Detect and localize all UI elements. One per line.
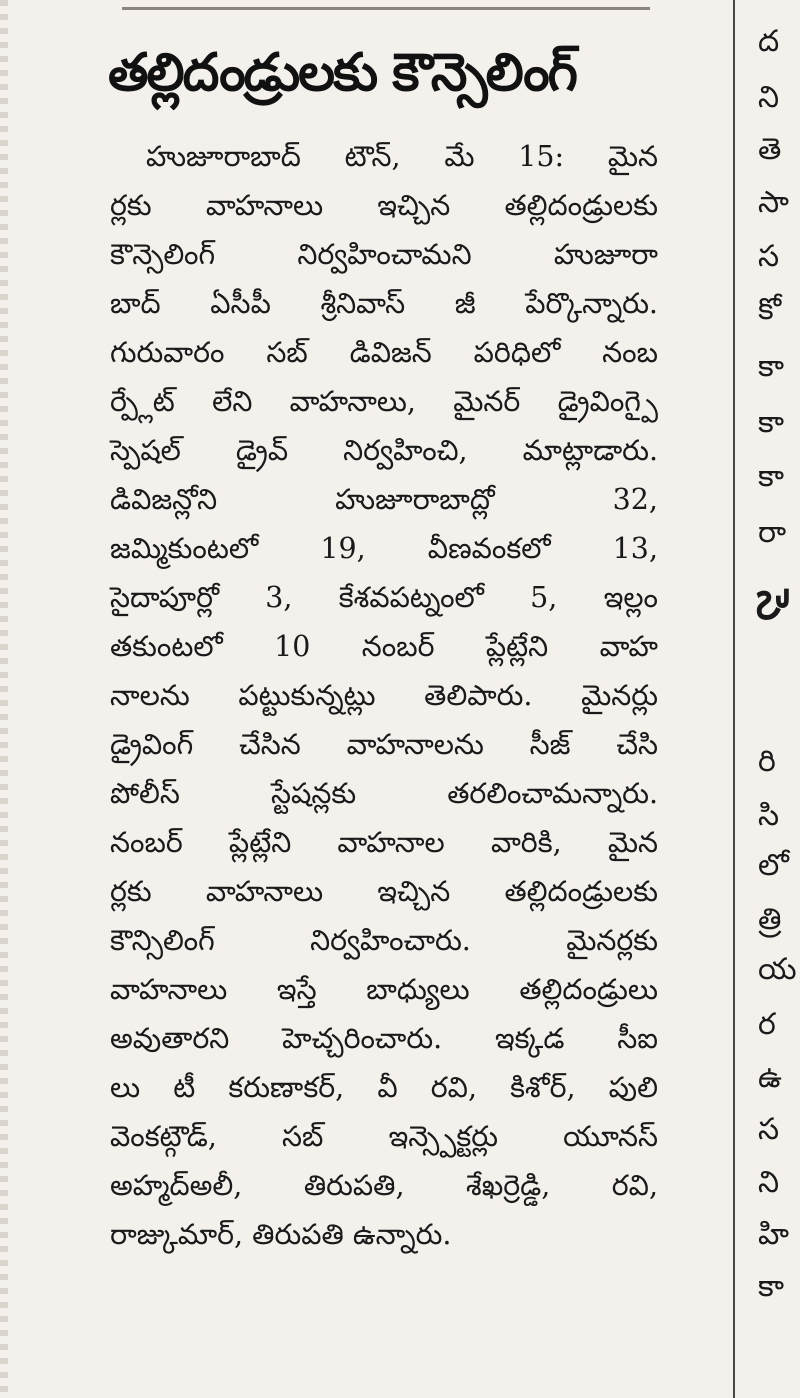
adjacent-fragment: కా <box>758 405 785 440</box>
adjacent-fragment: కా <box>758 1269 785 1304</box>
article-line: తకుంటలో 10 నంబర్ ప్లేట్లేని వాహ <box>110 630 658 663</box>
adjacent-fragment: హి <box>758 1217 789 1252</box>
headline: తల్లిదండ్రులకు కౌన్సెలింగ్ <box>108 43 576 103</box>
article-line: గురువారం సబ్ డివిజన్ పరిధిలో నంబ <box>110 336 658 369</box>
adjacent-fragment: రా <box>758 515 787 550</box>
article-line: కౌన్సిలింగ్ నిర్వహించారు. మైనర్లకు <box>110 924 658 957</box>
article-line: కౌన్సెలింగ్ నిర్వహించామని హుజూరా <box>110 238 658 271</box>
adjacent-heading-fragment: సె <box>747 590 798 621</box>
column-divider <box>733 0 735 1398</box>
adjacent-fragment: ని <box>758 1165 780 1200</box>
article-line: లు టీ కరుణాకర్, వీ రవి, కిశోర్, పులి <box>110 1071 658 1104</box>
article-line: అహ్మద్అలీ, తిరుపతి, శేఖర్రెడ్డి, రవి, <box>110 1169 658 1202</box>
article-line: సైదాపూర్లో 3, కేశవపట్నంలో 5, ఇల్లం <box>110 581 658 614</box>
article-line: డివిజన్లోని హుజూరాబాద్లో 32, <box>110 483 658 516</box>
article-line: ర్లకు వాహనాలు ఇచ్చిన తల్లిదండ్రులకు <box>110 189 658 222</box>
top-rule <box>122 7 650 10</box>
article-line: హుజూరాబాద్ టౌన్, మే 15: మైన <box>146 140 658 173</box>
page-left-edge <box>0 0 8 1398</box>
article-line: నంబర్ ప్లేట్లేని వాహనాల వారికి, మైన <box>110 826 658 859</box>
adjacent-fragment: ఉ <box>758 1060 782 1095</box>
adjacent-fragment: కా <box>758 459 785 494</box>
adjacent-fragment: య <box>758 952 797 987</box>
article-line: రాజ్కుమార్, తిరుపతి ఉన్నారు. <box>110 1218 452 1251</box>
adjacent-fragment: త్రి <box>758 902 782 937</box>
adjacent-fragment: రి <box>758 744 776 779</box>
adjacent-fragment: ద <box>758 24 780 59</box>
article-line: స్పెషల్ డ్రైవ్ నిర్వహించి, మాట్లాడారు. <box>110 434 658 467</box>
adjacent-fragment: సి <box>758 798 780 833</box>
article-line: జమ్మికుంటలో 19, వీణవంకలో 13, <box>110 532 658 565</box>
adjacent-fragment: కో <box>758 292 782 327</box>
article-line: పోలీస్ స్టేషన్లకు తరలించామన్నారు. <box>110 777 658 810</box>
adjacent-fragment: సా <box>758 185 789 220</box>
article-line: అవుతారని హెచ్చరించారు. ఇక్కడ సీఐ <box>110 1022 658 1055</box>
article-line: డ్రైవింగ్ చేసిన వాహనాలను సీజ్ చేసి <box>110 728 658 761</box>
article-body <box>110 132 658 1259</box>
article-line: ర్లకు వాహనాలు ఇచ్చిన తల్లిదండ్రులకు <box>110 875 658 908</box>
article-line: వాహనాలు ఇస్తే బాధ్యులు తల్లిదండ్రులు <box>110 973 658 1006</box>
adjacent-fragment: స <box>758 239 780 274</box>
article-line: ర్ప్లేట్ లేని వాహనాలు, మైనర్ డ్రైవింగ్పై <box>110 385 658 418</box>
adjacent-fragment: కా <box>758 349 785 384</box>
article-line: బాద్ ఏసీపీ శ్రీనివాస్ జీ పేర్కొన్నారు. <box>110 287 658 320</box>
adjacent-fragment: ర <box>758 1007 776 1042</box>
adjacent-fragment: తె <box>758 132 782 167</box>
adjacent-column <box>747 0 800 1398</box>
adjacent-fragment: స <box>758 1112 780 1147</box>
adjacent-fragment: లో <box>758 848 789 883</box>
article-line: నాలను పట్టుకున్నట్లు తెలిపారు. మైనర్లు <box>110 679 658 712</box>
adjacent-fragment: ని <box>758 80 780 115</box>
article-line: వెంకట్గౌడ్, సబ్ ఇన్స్పెక్టర్లు యూనస్ <box>110 1120 658 1153</box>
